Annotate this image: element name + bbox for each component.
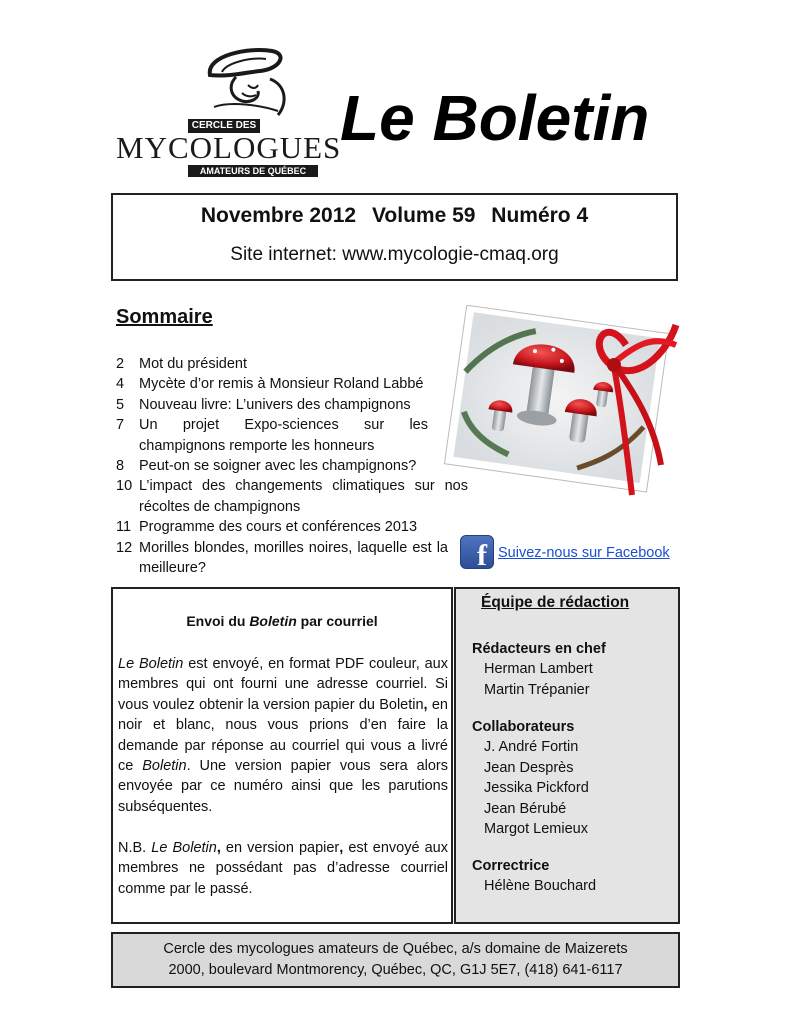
toc-text: Peut-on se soigner avec les champignons? xyxy=(139,458,417,475)
team-role: Collaborateurs xyxy=(472,719,575,735)
toc-page: 12 xyxy=(116,539,133,556)
website-text: Site internet: www.mycologie-cmaq.org xyxy=(230,244,559,265)
envoi-box xyxy=(111,587,453,924)
facebook-icon[interactable]: f xyxy=(460,535,494,569)
footer-line-1: Cercle des mycologues amateurs de Québec, a/s domaine de Maizerets xyxy=(163,941,628,957)
sommaire-heading: Sommaire xyxy=(116,306,213,328)
toc-item xyxy=(116,415,468,456)
team-role: Rédacteurs en chef xyxy=(472,641,606,657)
toc-text: L’impact des changements climatiques sur nos récoltes de champignons xyxy=(139,478,468,515)
toc-item xyxy=(116,395,468,415)
envoi-title-suffix: par courriel xyxy=(296,613,378,629)
team-group xyxy=(472,856,596,897)
toc-text: Programme des cours et conférences 2013 xyxy=(139,519,418,536)
toc-text: Morilles blondes, morilles noires, laquelle est la meilleure? xyxy=(139,539,448,577)
issue-number: Numéro 4 xyxy=(491,204,589,227)
p1-text: est envoyé, en format PDF couleur, aux membres qui ont fourni une adresse courriel. Si vous voulez obtenir la version papier du Boletin xyxy=(118,656,448,713)
logo-amateurs-text: AMATEURS DE QUÉBEC xyxy=(188,165,318,177)
footer-line-2: 2000, boulevard Montmorency, Québec, QC, G1J 5E7, (418) 641-6117 xyxy=(168,962,623,978)
envoi-paragraph-1 xyxy=(118,654,448,817)
envoi-title xyxy=(113,613,451,629)
toc-page: 10 xyxy=(116,478,133,495)
toc-text: Mycète d’or remis à Monsieur Roland Labbé xyxy=(139,376,424,393)
team-group xyxy=(472,639,606,700)
team-member: Margot Lemieux xyxy=(484,821,588,838)
logo-cercle-text: CERCLE DES xyxy=(188,119,260,133)
toc-item xyxy=(116,374,468,394)
christmas-mushroom-photo xyxy=(436,305,682,501)
team-member: Herman Lambert xyxy=(484,661,593,678)
toc-item xyxy=(116,517,468,537)
p1-italic: Boletin xyxy=(142,758,187,775)
toc-item xyxy=(116,538,468,579)
envoi-title-prefix: Envoi du xyxy=(186,613,250,629)
envoi-paragraph-2 xyxy=(118,838,448,899)
toc-page: 7 xyxy=(116,417,125,434)
team-member: Jean Desprès xyxy=(484,759,574,776)
envoi-title-italic: Boletin xyxy=(249,613,297,629)
facebook-link[interactable]: Suivez-nous sur Facebook xyxy=(498,545,670,561)
table-of-contents xyxy=(116,354,468,578)
toc-text: Un projet Expo-sciences sur les champignons remporte les honneurs xyxy=(139,417,428,454)
issue-date: Novembre 2012 xyxy=(200,204,357,227)
toc-text: Mot du président xyxy=(139,356,248,372)
team-member: Jean Bérubé xyxy=(484,800,567,817)
issue-line xyxy=(113,201,676,231)
team-member: Martin Trépanier xyxy=(484,681,590,698)
footer-address-box xyxy=(111,932,680,988)
equipe-box xyxy=(454,587,680,924)
p2-bold-comma: , xyxy=(339,840,344,856)
toc-page: 11 xyxy=(116,519,132,536)
toc-page: 4 xyxy=(116,376,125,393)
mushroom-logo-icon xyxy=(110,45,332,125)
p1-bold-comma: , xyxy=(423,696,428,713)
p2-prefix: N.B. xyxy=(118,840,152,856)
p2-text: est envoyé aux membres ne possédant pas d’adresse courriel comme par le passé. xyxy=(118,840,448,897)
team-member: J. André Fortin xyxy=(484,739,579,756)
newsletter-title: Le Boletin xyxy=(340,82,650,154)
p2-italic: Le Boletin xyxy=(151,840,217,856)
toc-item xyxy=(116,456,468,476)
p2-text: en version papier xyxy=(220,840,340,856)
issue-info-box xyxy=(111,193,678,281)
toc-item xyxy=(116,476,468,517)
equipe-title: Équipe de rédaction xyxy=(481,594,630,611)
toc-item xyxy=(116,354,468,374)
team-role: Correctrice xyxy=(472,858,550,874)
toc-text: Nouveau livre: L’univers des champignons xyxy=(139,396,411,413)
p2-bold-comma: , xyxy=(216,840,221,856)
toc-page: 8 xyxy=(116,458,125,475)
p1-text: . Une version papier vous sera alors envoyée par ce numéro ainsi que les parutions subséquentes. xyxy=(118,758,448,815)
club-logo xyxy=(110,45,342,180)
issue-volume: Volume 59 xyxy=(371,204,476,227)
toc-page: 2 xyxy=(116,356,125,372)
logo-mycologues-text: MYCOLOGUES xyxy=(116,130,342,165)
p1-text: en noir et blanc, nous vous prions d’en faire la demande par réponse au courriel qui vous a livré ce xyxy=(118,696,448,775)
team-member: Jessika Pickford xyxy=(484,780,589,797)
team-member: Hélène Bouchard xyxy=(484,878,597,895)
p1-italic: Le Boletin xyxy=(118,656,184,672)
team-group xyxy=(472,717,589,839)
toc-page: 5 xyxy=(116,396,125,413)
